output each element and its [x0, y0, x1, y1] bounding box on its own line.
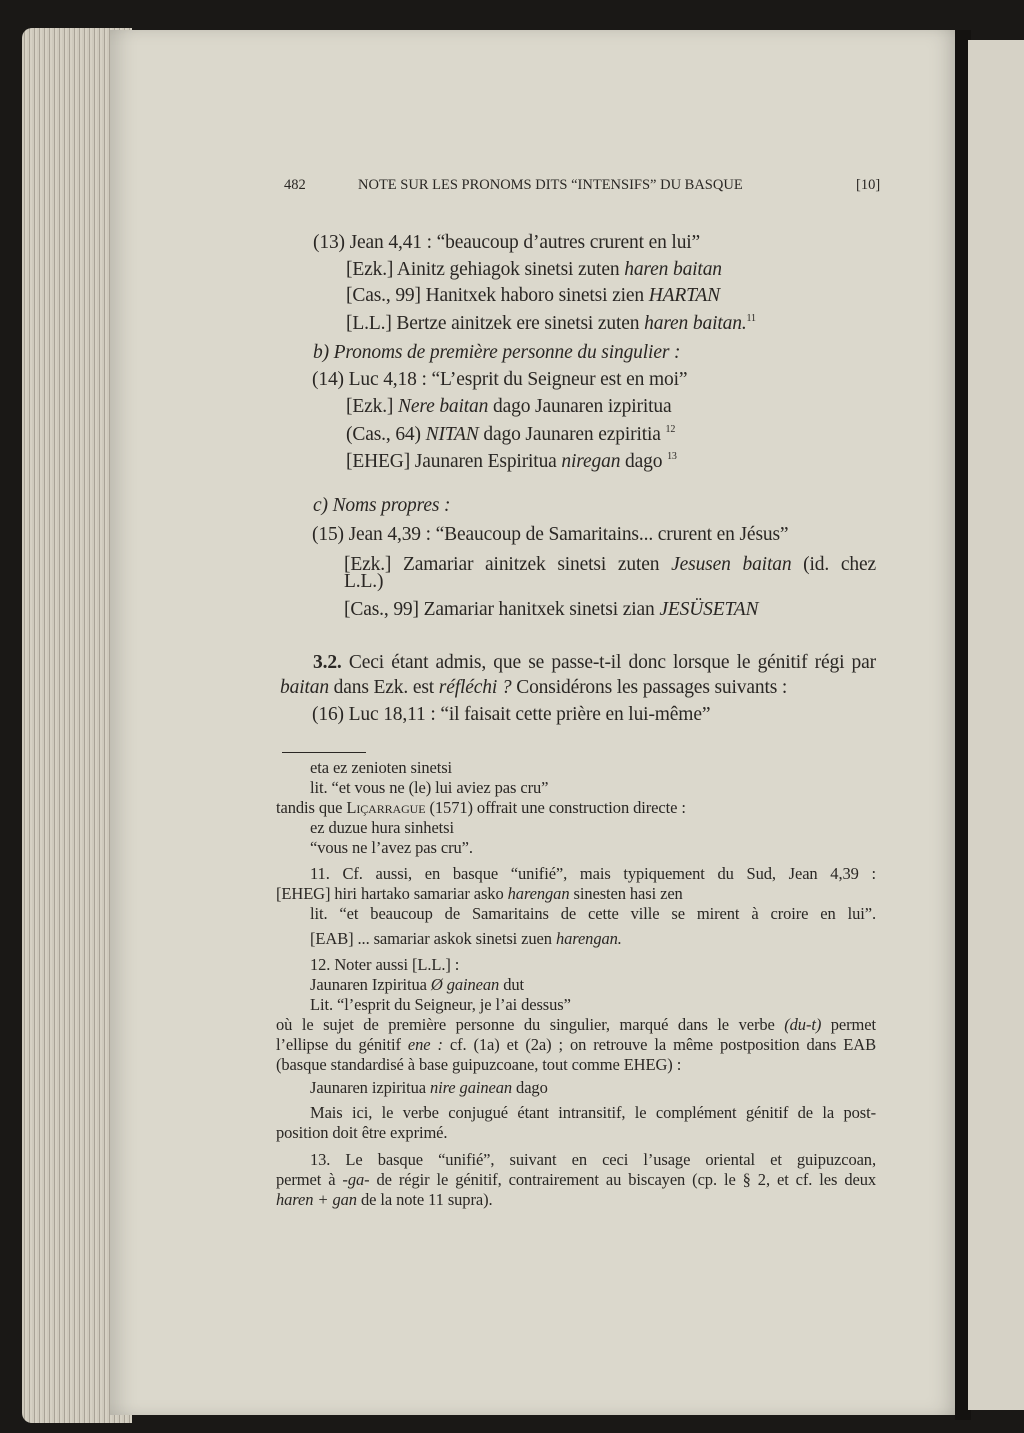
footnote-line — [310, 1077, 548, 1097]
text-line — [346, 260, 722, 280]
footnote-reference[interactable]: 13 — [667, 450, 677, 462]
text-segment: Lit. “l’esprit du Seigneur, je l’ai dessus” — [310, 994, 571, 1014]
text-line — [280, 678, 787, 698]
footnote-line — [276, 1054, 682, 1074]
text-segment: de la note 11 supra). — [356, 1189, 493, 1209]
footnote-line — [276, 1189, 493, 1209]
footnote-line — [310, 1149, 876, 1169]
text-segment: (13) Jean 4,41 : “beaucoup d’autres crurent en lui” — [313, 231, 701, 253]
text-segment: haren + gan — [276, 1189, 357, 1209]
text-segment: Mais ici, le verbe conjugué étant intransitif, le complément génitif de la post- — [310, 1102, 876, 1122]
text-segment: [Ezk.] Ainitz gehiagok sinetsi zuten — [346, 258, 625, 280]
text-line — [346, 397, 671, 417]
text-line — [346, 286, 720, 306]
text-segment: tandis que — [276, 797, 347, 817]
text-segment: lit. “et beaucoup de Samaritains de cette ville se mirent à croire en lui”. — [310, 903, 876, 923]
text-line — [313, 233, 700, 253]
text-segment: dago Jaunaren ezpiritia — [478, 423, 666, 445]
text-segment: (du-t) — [784, 1014, 822, 1034]
text-segment: de régir le génitif, contrairement au biscayen (cp. le § 2, et cf. les deux — [369, 1169, 877, 1189]
text-segment: (1571) offrait une construction directe : — [425, 797, 686, 817]
text-segment: [L.L.] Bertze ainitzek ere sinetsi zuten — [346, 312, 645, 334]
text-segment: baitan — [280, 676, 329, 698]
text-line — [344, 555, 876, 575]
footnote-line — [310, 954, 460, 974]
text-segment: (14) Luc 4,18 : “L’esprit du Seigneur est en moi” — [312, 368, 688, 390]
text-line — [346, 314, 756, 334]
text-segment: dago — [620, 450, 668, 472]
footnote-line — [276, 797, 686, 817]
text-segment: dans Ezk. est — [328, 676, 439, 698]
footnote-line — [276, 1034, 876, 1054]
text-segment: Considérons les passages suivants : — [511, 676, 788, 698]
text-line — [344, 572, 383, 592]
text-segment: niregan — [561, 450, 621, 472]
text-segment: [EHEG] hiri hartako samariar asko — [276, 883, 508, 903]
text-segment: [Ezk.] Zamariar ainitzek sinetsi zuten — [344, 553, 672, 575]
text-segment: (Cas., 64) — [346, 423, 426, 445]
footnote-line — [310, 757, 453, 777]
text-segment: Nere baitan — [398, 395, 489, 417]
text-segment: [EHEG] Jaunaren Espiritua — [346, 450, 562, 472]
text-segment: permet — [821, 1014, 876, 1034]
text-segment: Ceci étant admis, que se passe-t-il donc lorsque le génitif régi par — [341, 651, 876, 673]
footnote-line — [310, 903, 876, 923]
footnote-line — [310, 994, 571, 1014]
text-segment: où le sujet de première personne du singulier, marqué dans le verbe — [276, 1014, 785, 1034]
footnote-line — [310, 817, 454, 837]
text-segment: 3.2. — [313, 651, 342, 673]
text-segment: haren baitan. — [644, 312, 747, 334]
text-segment: c) Noms propres : — [313, 494, 451, 516]
footnote-line — [276, 1122, 448, 1142]
text-segment: -ga- — [342, 1169, 370, 1189]
text-segment: “vous ne l’avez pas cru”. — [310, 837, 473, 857]
text-segment: Jesusen baitan — [671, 553, 792, 575]
text-line — [312, 525, 788, 545]
footnote-reference[interactable]: 12 — [665, 423, 676, 435]
text-segment: dago — [512, 1077, 548, 1097]
text-segment: 11. Cf. aussi, en basque “unifié”, mais typiquement du Sud, Jean 4,39 : — [310, 863, 876, 883]
text-segment: [EAB] ... samariar askok sinetsi zuen — [310, 928, 556, 948]
text-segment: dago Jaunaren izpiritua — [488, 395, 672, 417]
text-segment: dut — [499, 974, 525, 994]
footnote-line — [310, 1102, 876, 1122]
text-line — [346, 425, 675, 445]
text-segment: HARTAN — [648, 284, 721, 306]
text-segment: sinesten hasi zen — [569, 883, 683, 903]
footnote-reference[interactable]: 11 — [746, 312, 756, 324]
text-segment: ez duzue hura sinhetsi — [310, 817, 454, 837]
text-segment: 13. Le basque “unifié”, suivant en ceci l’usage oriental et guipuzcoan, — [310, 1149, 876, 1169]
text-segment: L.L.) — [344, 570, 384, 592]
footnote-line — [276, 1014, 876, 1034]
text-segment: [Cas., 99] Zamariar hanitxek sinetsi zian — [344, 598, 660, 620]
text-line — [312, 370, 687, 390]
text-segment: cf. (1a) et (2a) ; on retrouve la même postposition dans EAB — [442, 1034, 876, 1054]
text-segment: harengan — [507, 883, 570, 903]
footnote-line — [310, 863, 876, 883]
footnote-line — [276, 1169, 877, 1189]
text-line — [312, 705, 710, 725]
section-number: [10] — [856, 177, 881, 193]
text-segment: 12. Noter aussi [L.L.] : — [310, 954, 460, 974]
text-segment: lit. “et vous ne (le) lui aviez pas cru” — [310, 777, 549, 797]
text-segment: harengan. — [555, 928, 622, 948]
text-segment: b) Pronoms de première personne du singulier : — [313, 341, 681, 363]
footnote-line — [310, 974, 525, 994]
text-segment: JESÜSETAN — [659, 598, 759, 620]
text-segment: [Cas., 99] Hanitxek haboro sinetsi zien — [346, 284, 649, 306]
text-segment: NITAN — [425, 423, 479, 445]
text-line — [344, 600, 758, 620]
text-segment: [Ezk.] — [346, 395, 399, 417]
text-segment: position doit être exprimé. — [276, 1122, 448, 1142]
footnote-rule — [282, 752, 366, 753]
text-line — [346, 452, 677, 472]
text-segment: (16) Luc 18,11 : “il faisait cette prière en lui-même” — [312, 703, 711, 725]
text-segment: permet à — [276, 1169, 343, 1189]
text-segment: Ø gainean — [430, 974, 500, 994]
text-segment: ene : — [407, 1034, 443, 1054]
text-segment: Liçarrague — [346, 797, 426, 817]
footnote-line — [310, 837, 473, 857]
text-segment: nire gainean — [429, 1077, 513, 1097]
text-segment: (15) Jean 4,39 : “Beaucoup de Samaritains... crurent en Jésus” — [312, 523, 789, 545]
text-segment: (basque standardisé à base guipuzcoane, tout comme EHEG) : — [276, 1054, 682, 1074]
text-segment: eta ez zenioten sinetsi — [310, 757, 453, 777]
text-line — [313, 496, 450, 516]
text-segment: l’ellipse du génitif — [276, 1034, 408, 1054]
text-line — [313, 343, 680, 363]
text-line — [313, 653, 876, 673]
page-number: 482 — [284, 177, 306, 193]
footnote-line — [310, 777, 549, 797]
text-segment: (id. chez — [791, 553, 876, 575]
footnote-line — [310, 928, 622, 948]
text-segment: haren baitan — [624, 258, 722, 280]
running-title: NOTE SUR LES PRONOMS DITS “INTENSIFS” DU BASQUE — [358, 177, 743, 193]
text-segment: Jaunaren Izpiritua — [310, 974, 431, 994]
text-segment: Jaunaren izpiritua — [310, 1077, 430, 1097]
footnote-line — [276, 883, 683, 903]
facing-page-edge — [968, 40, 1024, 1410]
text-segment: réfléchi ? — [438, 676, 512, 698]
